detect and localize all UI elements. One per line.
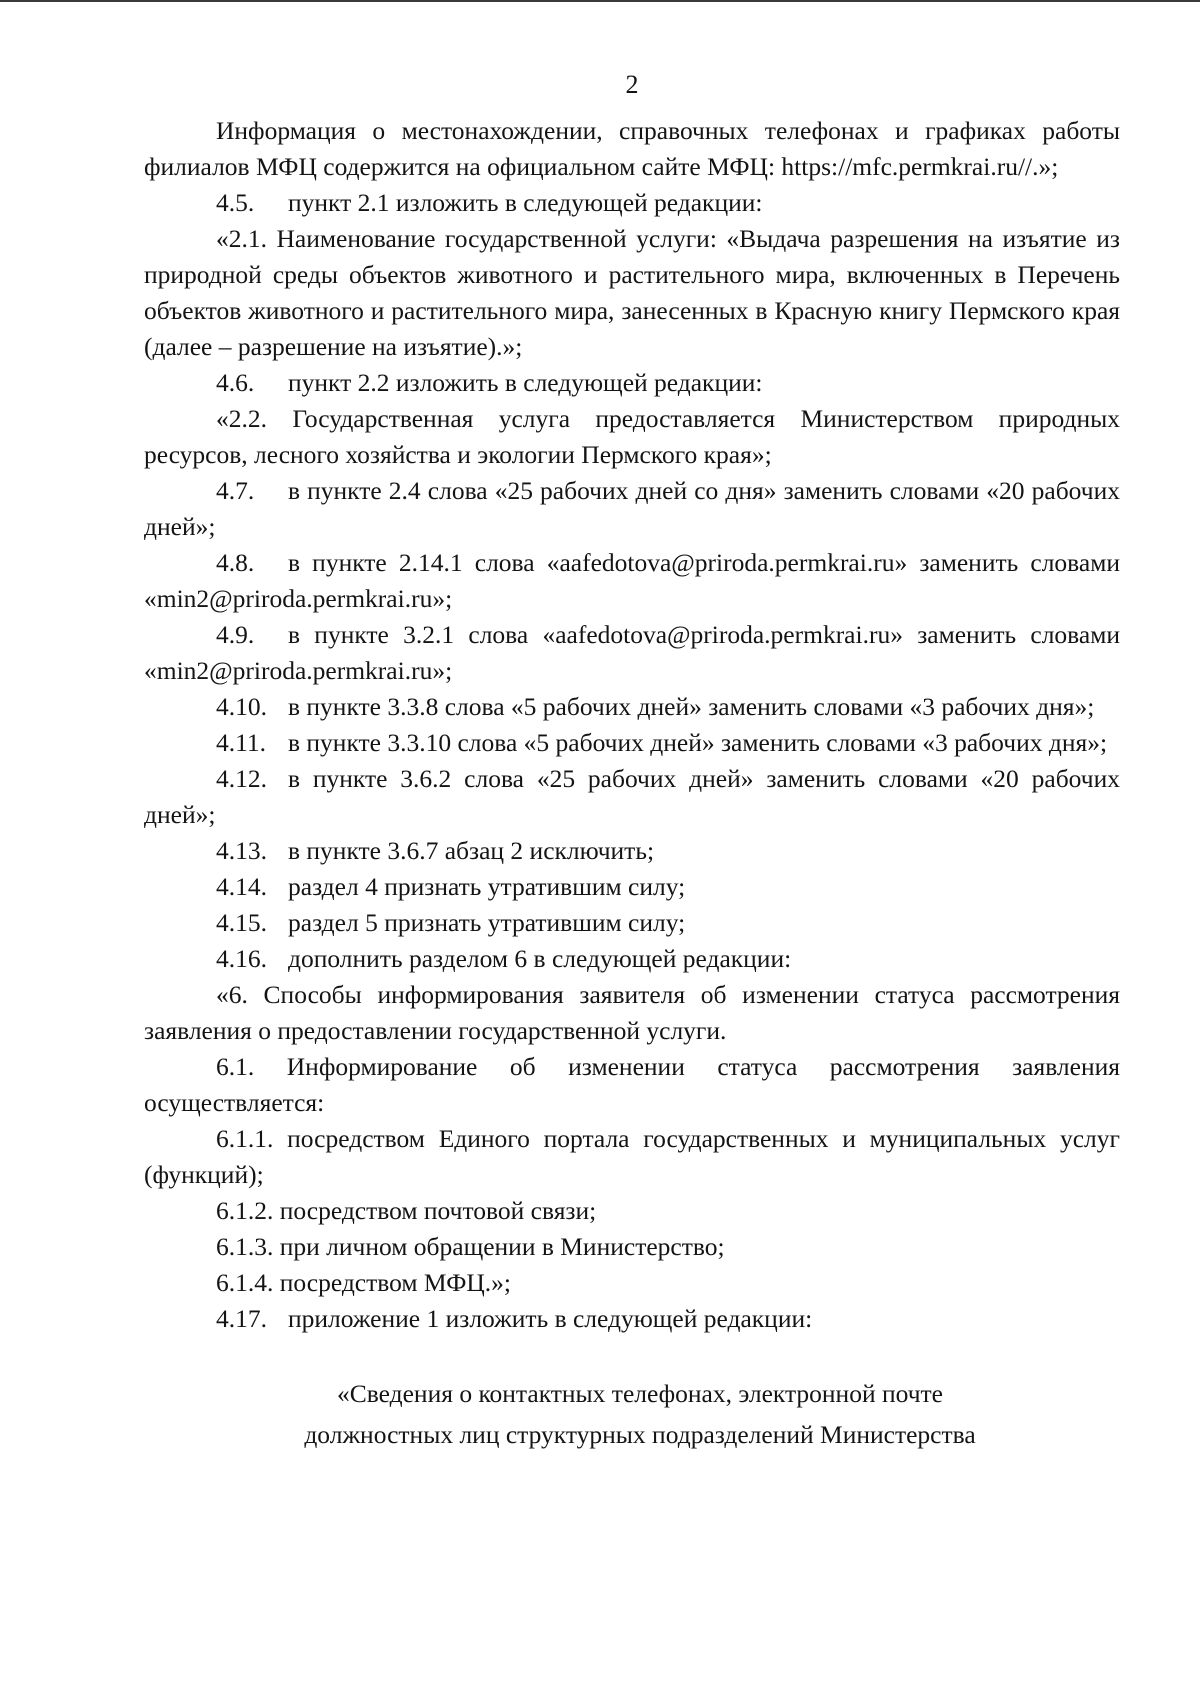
item-number: 4.7. <box>216 476 255 505</box>
paragraph-section-6-title: «6. Способы информирования заявителя об изменении статуса рассмотрения заявления о предоставлении государственной услуги. <box>144 980 1120 1045</box>
appendix-heading-line-2: должностных лиц структурных подразделений Министерства <box>304 1420 976 1449</box>
paragraph-4-15: 4.15. раздел 5 признать утратившим силу; <box>144 905 1120 941</box>
item-number: 4.11. <box>216 728 267 757</box>
item-number: 4.5. <box>216 188 255 217</box>
paragraph-6-1-4: 6.1.4. посредством МФЦ.»; <box>216 1268 512 1297</box>
paragraph-6-1: 6.1. Информирование об изменении статуса рассмотрения заявления осуществляется: <box>144 1052 1120 1117</box>
scan-border <box>0 0 1200 2</box>
paragraph-2-1-text: «2.1. Наименование государственной услуги: «Выдача разрешения на изъятие из природной среды объектов животного и растительного мира, включенных в Перечень объектов животного и растительного мира, занесенных в Красную книгу Пермского края (далее – разрешение на изъятие).»; <box>144 224 1120 361</box>
item-number: 4.15. <box>216 908 267 937</box>
item-number: 4.6. <box>216 368 255 397</box>
item-number: 4.8. <box>216 548 255 577</box>
paragraph-4-5: 4.5. пункт 2.1 изложить в следующей редакции: <box>144 185 1120 221</box>
paragraph-4-17: 4.17. приложение 1 изложить в следующей редакции: <box>144 1301 1120 1337</box>
paragraph-4-11: 4.11. в пункте 3.3.10 слова «5 рабочих дней» заменить словами «3 рабочих дня»; <box>144 725 1120 761</box>
paragraph-2-2-text: «2.2. Государственная услуга предоставляется Министерством природных ресурсов, лесного хозяйства и экологии Пермского края»; <box>144 404 1120 469</box>
paragraph-4-13: 4.13. в пункте 3.6.7 абзац 2 исключить; <box>144 833 1120 869</box>
paragraph-4-7: 4.7. в пункте 2.4 слова «25 рабочих дней со дня» заменить словами «20 рабочих дней»; <box>144 473 1120 545</box>
paragraph-mfc-info: Информация о местонахождении, справочных телефонах и графиках работы филиалов МФЦ содержится на официальном сайте МФЦ: https://mfc.permkrai.ru//.»; <box>144 116 1120 181</box>
item-number: 4.16. <box>216 944 267 973</box>
paragraph-4-16: 4.16. дополнить разделом 6 в следующей редакции: <box>144 941 1120 977</box>
item-number: 4.10. <box>216 692 267 721</box>
spacer <box>144 1337 1120 1373</box>
paragraph-6-1-1: 6.1.1. посредством Единого портала государственных и муниципальных услуг (функций); <box>144 1124 1120 1189</box>
paragraph-4-9: 4.9. в пункте 3.2.1 слова «aafedotova@priroda.permkrai.ru» заменить словами «min2@priroda.permkrai.ru»; <box>144 617 1120 689</box>
item-number: 4.13. <box>216 836 267 865</box>
paragraph-4-14: 4.14. раздел 4 признать утратившим силу; <box>144 869 1120 905</box>
item-number: 4.17. <box>216 1304 267 1333</box>
paragraph-4-8: 4.8. в пункте 2.14.1 слова «aafedotova@priroda.permkrai.ru» заменить словами «min2@priroda.permkrai.ru»; <box>144 545 1120 617</box>
paragraph-4-10: 4.10. в пункте 3.3.8 слова «5 рабочих дней» заменить словами «3 рабочих дня»; <box>144 689 1120 725</box>
paragraph-4-12: 4.12. в пункте 3.6.2 слова «25 рабочих дней» заменить словами «20 рабочих дней»; <box>144 761 1120 833</box>
paragraph-6-1-3: 6.1.3. при личном обращении в Министерство; <box>216 1232 725 1261</box>
item-number: 4.9. <box>216 620 255 649</box>
item-number: 4.14. <box>216 872 267 901</box>
paragraph-6-1-2: 6.1.2. посредством почтовой связи; <box>216 1196 597 1225</box>
appendix-heading-line-1: «Сведения о контактных телефонах, электронной почте <box>337 1379 943 1408</box>
item-number: 4.12. <box>216 764 267 793</box>
page-number: 2 <box>625 70 639 99</box>
paragraph-4-6: 4.6. пункт 2.2 изложить в следующей редакции: <box>144 365 1120 401</box>
document-body <box>144 113 1120 1455</box>
